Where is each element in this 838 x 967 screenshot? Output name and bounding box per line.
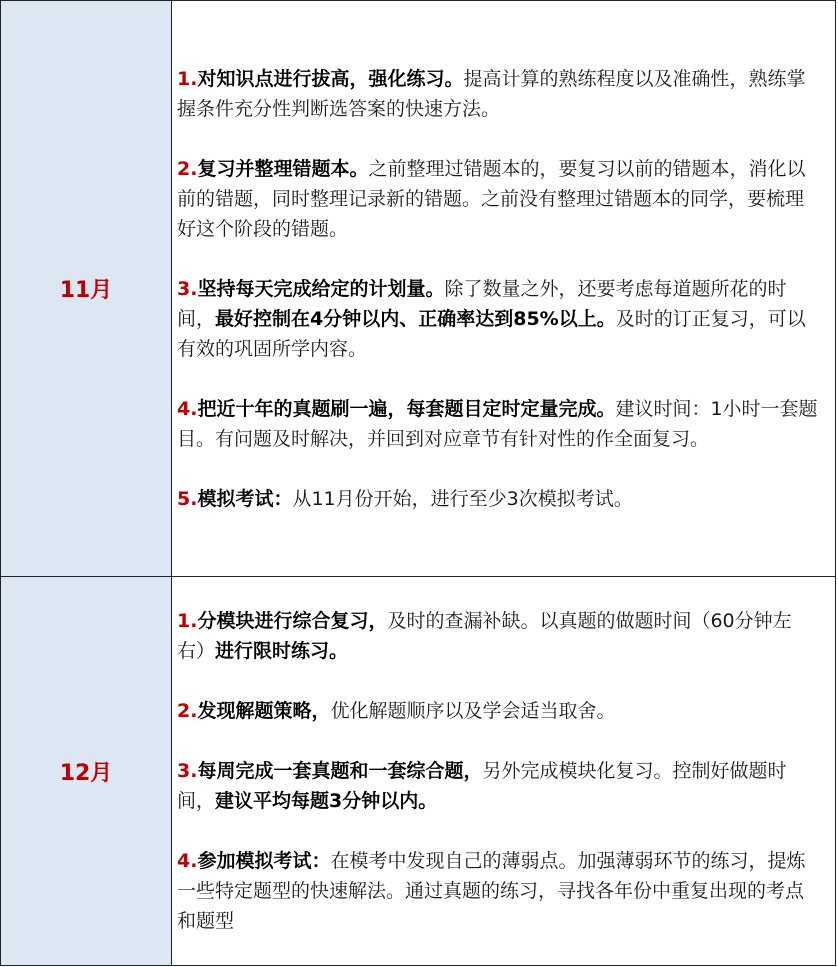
task-heading: 复习并整理错题本。 [197,157,369,180]
task-heading: 坚持每天完成给定的计划量。 [197,277,445,300]
task-heading: 模拟考试： [197,487,293,510]
task-number: 3. [177,760,198,782]
task-text: 优化解题顺序以及学会适当取舍。 [330,700,616,722]
task-item [177,274,819,364]
task-number: 2. [177,700,198,722]
task-number: 5. [177,487,198,510]
task-text: 建议时间：1小时一套题目。有问题及时解决，并回到对应章节有针对性的作全面复习。 [177,397,818,450]
task-item [177,846,819,936]
task-item [177,394,819,454]
task-emphasis: 进行限时练习。 [215,640,349,662]
month-tasks [172,1,836,577]
task-item [177,64,819,124]
task-heading: 分模块进行综合复习， [197,610,388,632]
month-label: 12月 [1,577,172,966]
task-emphasis: 建议平均每题3分钟以内。 [215,790,438,812]
month-row-november [1,1,836,577]
task-emphasis: 最好控制在4分钟以内、正确率达到85%以上。 [215,307,616,330]
task-heading: 把近十年的真题刷一遍，每套题目定时定量完成。 [197,397,616,420]
task-heading: 参加模拟考试： [197,850,331,872]
task-item [177,606,819,666]
task-text: 提高计算的熟练程度以及准确性，熟练掌握条件充分性判断选答案的快速方法。 [177,67,806,120]
task-item [177,696,819,726]
task-item [177,484,819,514]
task-number: 4. [177,850,198,872]
task-text-tail: 及时的订正复习，可以有效的巩固所学内容。 [177,307,806,360]
task-heading: 每周完成一套真题和一套综合题， [197,760,483,782]
task-text: 另外完成模块化复习。控制好做题时间， [177,760,787,812]
task-number: 4. [177,397,198,420]
task-heading: 对知识点进行拔高，强化练习。 [197,67,464,90]
month-tasks [172,577,836,966]
task-text: 在模考中发现自己的薄弱点。加强薄弱环节的练习，提炼一些特定题型的快速解法。通过真题的练习，寻找各年份中重复出现的考点和题型 [177,850,806,932]
task-number: 3. [177,277,198,300]
task-number: 1. [177,67,198,90]
task-text: 从11月份开始，进行至少3次模拟考试。 [292,487,633,510]
task-number: 1. [177,610,198,632]
task-item [177,154,819,244]
task-text: 及时的查漏补缺。以真题的做题时间（60分钟左右） [177,610,792,662]
task-text: 之前整理过错题本的，要复习以前的错题本，消化以前的错题，同时整理记录新的错题。之前没有整理过错题本的同学，要梳理好这个阶段的错题。 [177,157,806,240]
task-number: 2. [177,157,198,180]
month-label: 11月 [1,1,172,577]
month-row-december [1,577,836,966]
task-heading: 发现解题策略， [197,700,331,722]
task-text: 除了数量之外，还要考虑每道题所花的时间， [177,277,787,330]
task-item [177,756,819,816]
